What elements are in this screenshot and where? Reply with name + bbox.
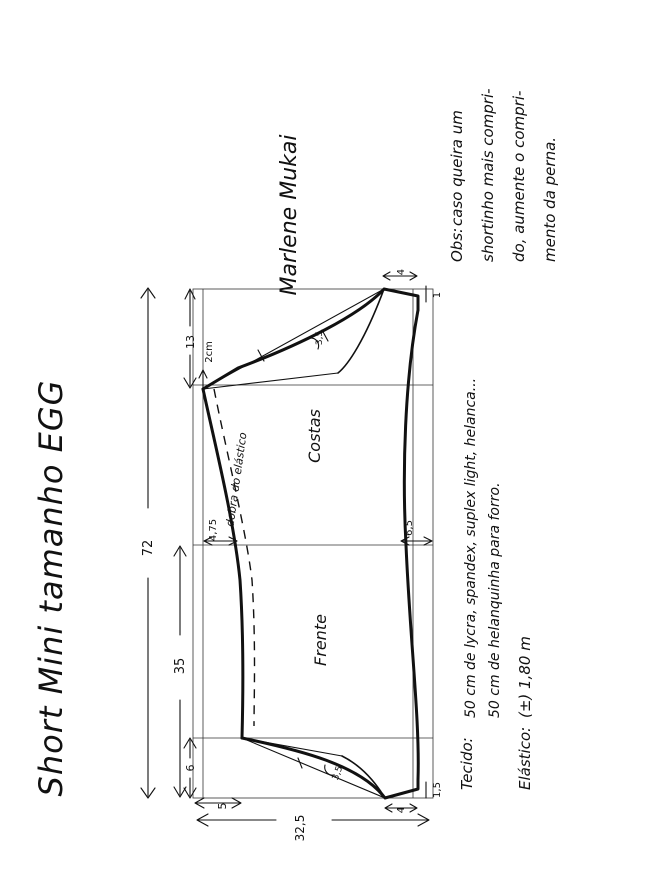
elastic-value: (±) 1,80 m (516, 636, 534, 718)
label-total-width: 72 (141, 539, 156, 557)
fabric-line-2: 50 cm de helanquinha para forro. (487, 482, 503, 718)
dimension-crotch-front (385, 782, 443, 813)
dimension-front-width (173, 546, 188, 797)
label-front-dart: 6 (184, 764, 197, 772)
front-dart (242, 738, 385, 798)
pattern-grid (193, 289, 433, 798)
label-front-width: 35 (173, 657, 188, 675)
note-line-2: shortinho mais compri- (479, 88, 497, 262)
label-center-right: 6,5 (404, 520, 415, 536)
dimension-center-right (401, 520, 432, 545)
note-line-4: mento da perna. (541, 136, 559, 262)
fabric-line-1: 50 cm de lycra, spandex, suplex light, helanca... (463, 377, 479, 718)
note-label: Obs: (448, 227, 466, 262)
label-crotch-back-side: 4 (396, 268, 407, 276)
dimension-back-top (184, 289, 197, 388)
dimension-front-hip (197, 814, 429, 841)
back-dart (203, 289, 384, 389)
note-line-1: caso queira um (448, 110, 466, 226)
label-front-waist: 5 (216, 802, 229, 810)
signature: Marlene Mukai (277, 134, 302, 296)
note-line-3: do, aumente o compri- (510, 90, 528, 262)
label-back-piece: Costas (305, 409, 324, 463)
label-back-top: 13 (184, 335, 197, 349)
label-crotch-front-bottom: 1,5 (432, 782, 443, 798)
dimension-front-dart (184, 738, 197, 798)
label-fold-line: dobra do elástico (223, 431, 250, 528)
label-crotch-back-top: 1 (432, 291, 443, 299)
fabric-label: Tecido: (458, 737, 476, 790)
label-front-hip: 32,5 (293, 814, 307, 842)
label-back-dart-top: 2cm (204, 341, 215, 363)
label-center-left: 4,75 (208, 518, 219, 542)
elastic-label: Elástico: (516, 726, 534, 790)
pattern-outline (203, 289, 418, 798)
dimension-front-waist (195, 798, 241, 810)
materials-block (458, 378, 534, 790)
label-back-dart-angle: 3,5 (315, 330, 325, 346)
label-crotch-front-side: 4 (396, 806, 407, 814)
label-front-dart-angle: 3,5 (330, 764, 346, 782)
note-block (448, 88, 559, 262)
dimension-total-width (141, 288, 156, 798)
label-front-piece: Frente (311, 614, 330, 666)
page-title: Short Mini tamanho EGG (32, 379, 70, 797)
